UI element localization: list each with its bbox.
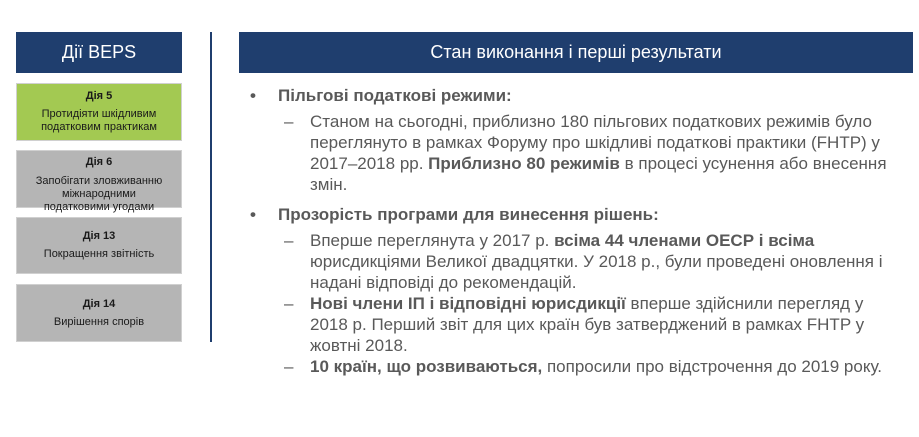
- action-14-label: Вирішення спорів: [53, 315, 145, 328]
- bullet-preferential-regimes: [250, 85, 900, 106]
- results-content: [250, 85, 900, 377]
- sub-text: Станом на сьогодні, приблизно 180 пільгових податкових режимів було переглянуто в рамках Форуму про шкідливі податкові практики (FHTP) у 2017–2018 рр.: [310, 112, 880, 173]
- sub-item: [250, 230, 900, 293]
- action-6-number: Дія 6: [85, 156, 113, 168]
- sub-bold: Приблизно 80 режимів: [428, 154, 620, 173]
- vertical-divider: [210, 32, 212, 342]
- sub-item: [250, 111, 900, 195]
- action-5-box[interactable]: [16, 83, 182, 141]
- status-header: Стан виконання і перші результати: [239, 32, 913, 73]
- action-5-number: Дія 5: [85, 90, 113, 102]
- action-6-box[interactable]: [16, 150, 182, 213]
- sub-text: вперше здійснили перегляд у 2018 р. Перший звіт для цих країн був затверджений в рамках FHTP у жовтні 2018.: [310, 294, 865, 355]
- action-5-label-line1: Протидіяти шкідливим: [41, 108, 157, 120]
- dash-icon: –: [284, 231, 294, 250]
- dash-icon: –: [284, 112, 294, 131]
- bullet-title: Пільгові податкові режими:: [278, 86, 512, 105]
- action-5-label-line2: податковим практикам: [41, 121, 157, 133]
- sub-text: в процесі усунення або внесення змін.: [310, 154, 887, 194]
- sub-text: юрисдикціями Великої двадцятки. У 2018 р., були проведені оновлення і надані відповіді до рекомендацій.: [310, 252, 883, 292]
- action-13-label: Покращення звітність: [43, 248, 155, 260]
- sub-bold: 10 країн, що розвиваються,: [310, 357, 543, 376]
- action-6-label-line2: міжнародними: [62, 188, 136, 200]
- bullet-title: Прозорість програми для винесення рішень:: [278, 205, 659, 224]
- bullet-rulings-transparency: [250, 204, 900, 225]
- sub-bold: всіма 44 членами ОЕСР і всіма: [554, 231, 815, 250]
- action-14-box[interactable]: [16, 284, 182, 342]
- action-14-number: Дія 14: [82, 297, 116, 310]
- action-6-label-line3: податковими угодами: [43, 201, 155, 213]
- sub-bold: Нові члени ІП і відповідні юрисдикції: [310, 294, 626, 313]
- dash-icon: –: [284, 294, 294, 313]
- sub-item: [250, 293, 900, 356]
- sub-text: попросили про відстрочення до 2019 року.: [542, 357, 882, 376]
- dash-icon: –: [284, 357, 294, 376]
- action-13-number: Дія 13: [82, 230, 116, 242]
- action-6-label-line1: Запобігати зловживанню: [35, 175, 163, 187]
- beps-actions-header: Дії BEPS: [16, 32, 182, 73]
- bullet-dot-icon: •: [250, 86, 256, 105]
- sub-text: Вперше переглянута у 2017 р.: [310, 231, 555, 250]
- bullet-dot-icon: •: [250, 205, 256, 224]
- sub-item: [250, 356, 900, 377]
- action-13-box[interactable]: [16, 217, 182, 274]
